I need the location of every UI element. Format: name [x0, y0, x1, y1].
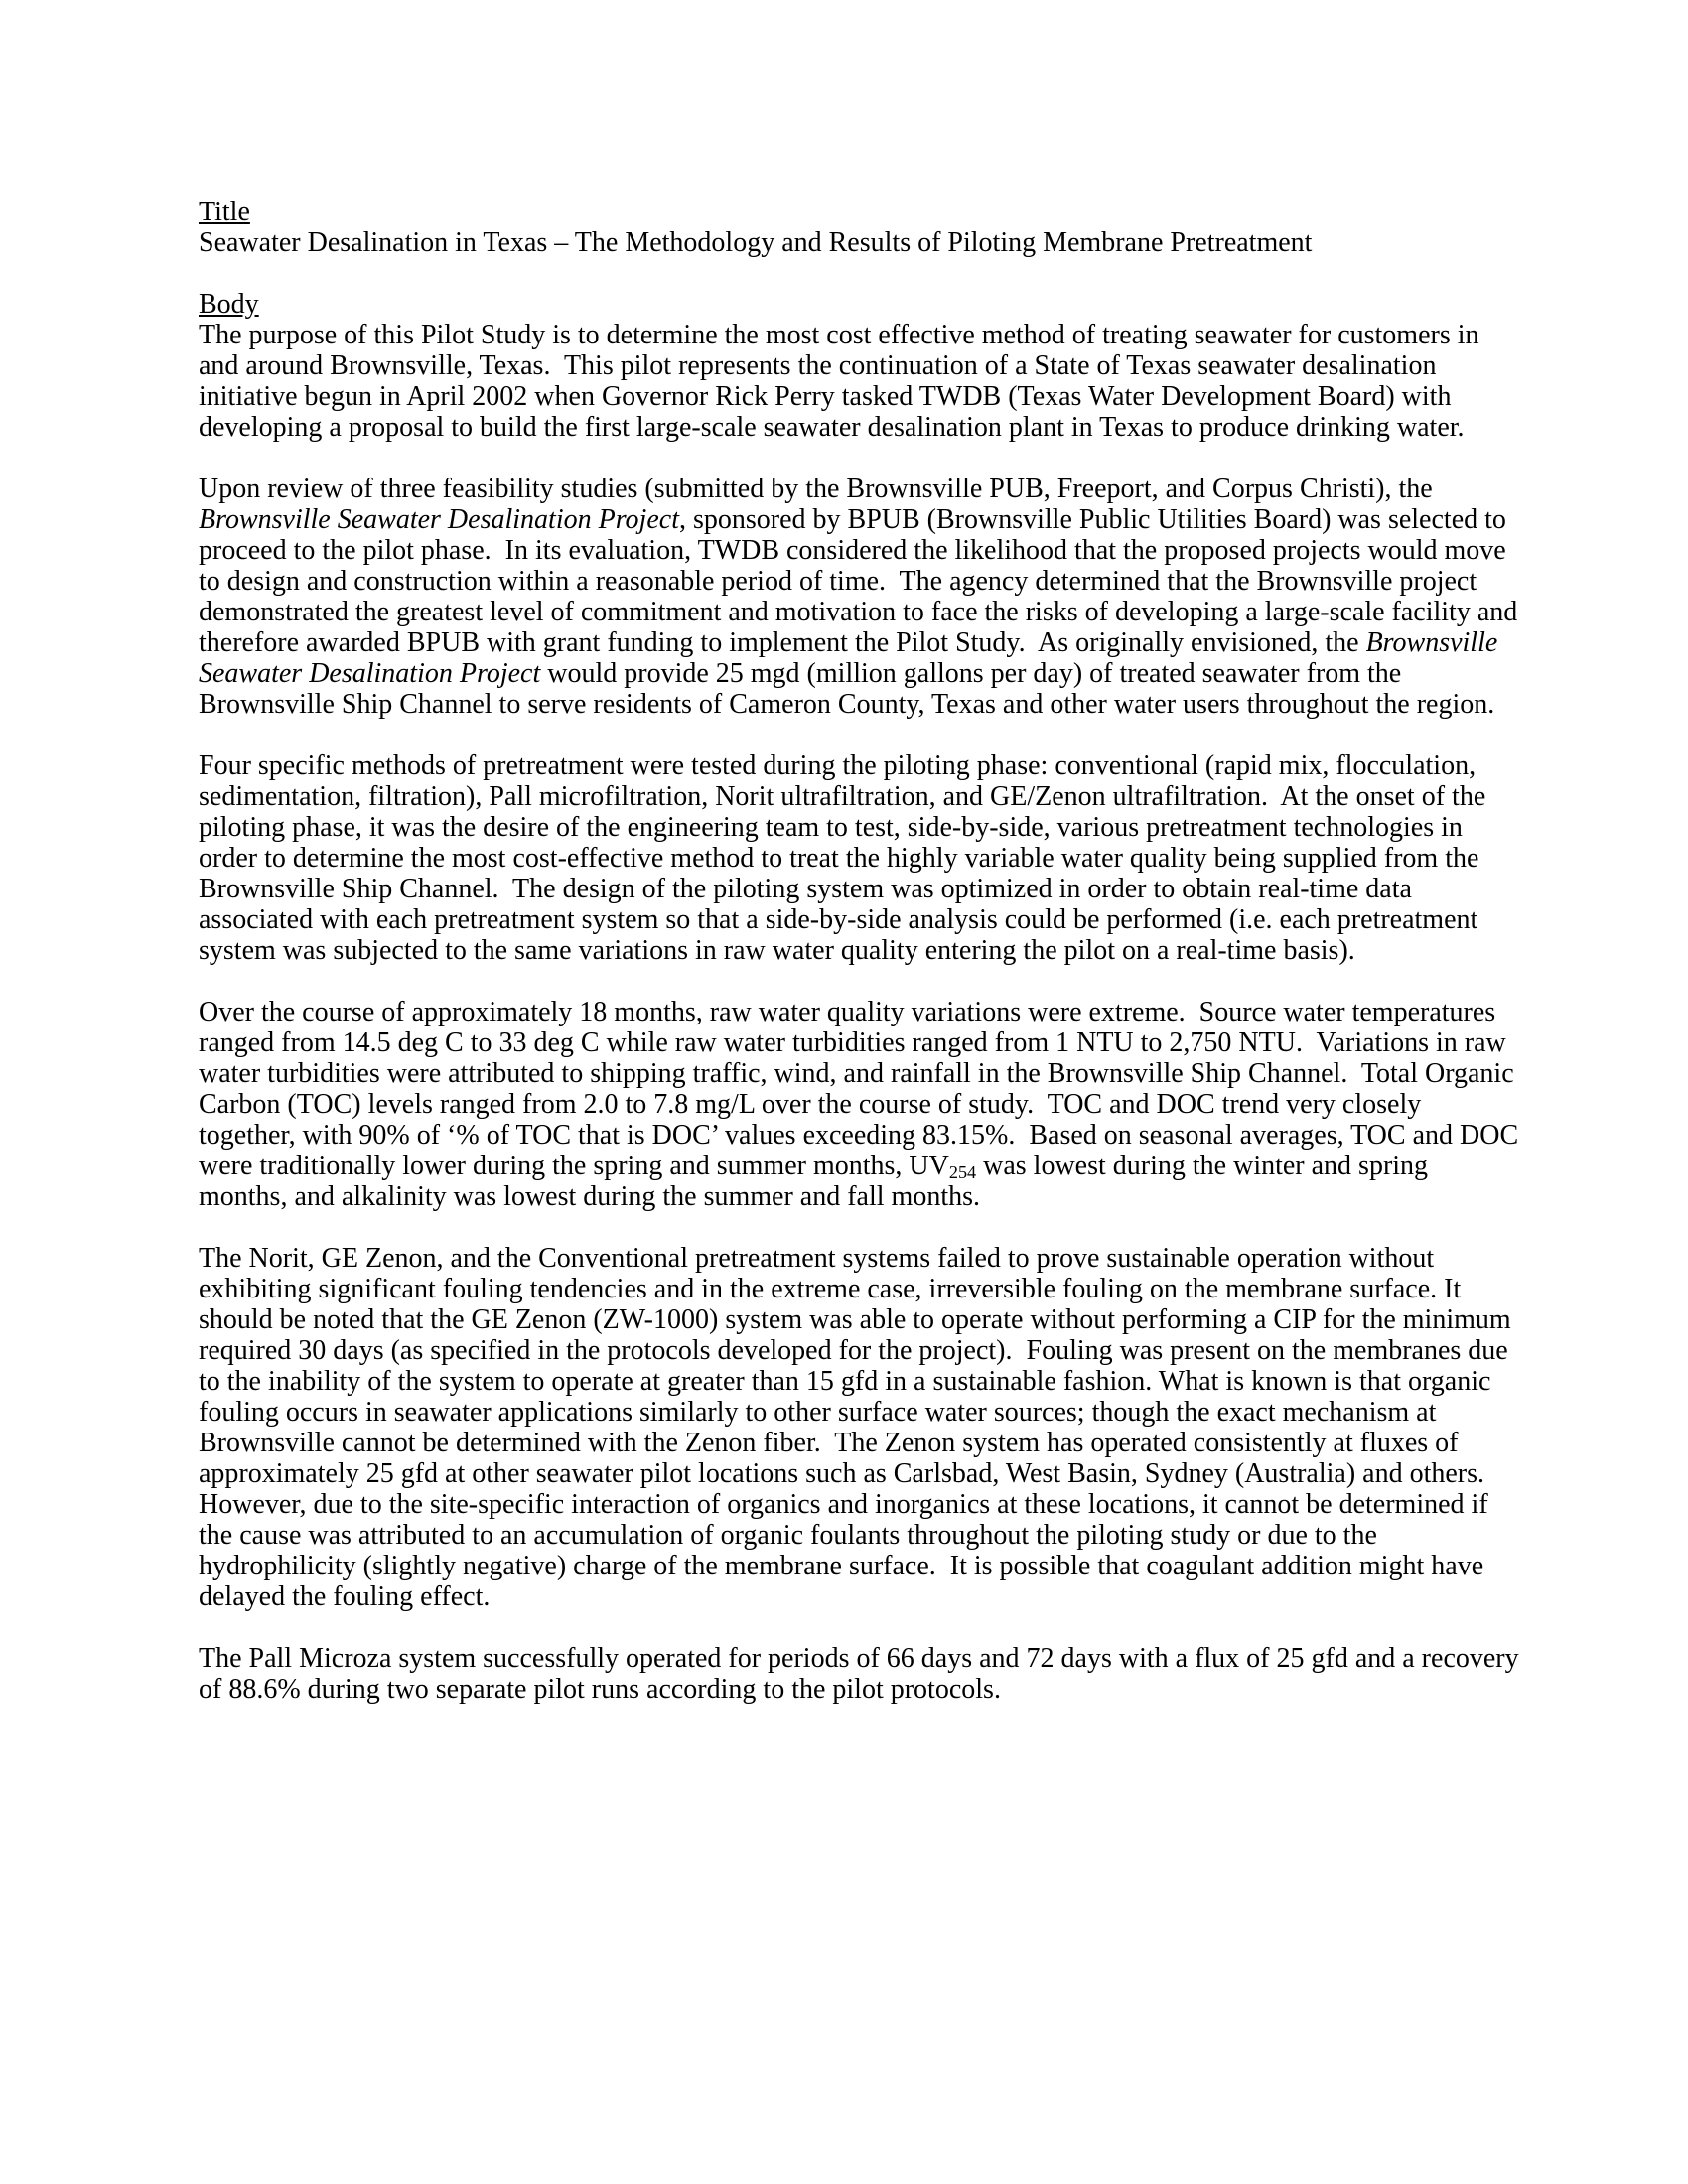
paragraph-3: Four specific methods of pretreatment were tested during the piloting phase: conventional (rapid mix, flocculation, sedimentation, filtration), Pall microfiltration, Norit ultrafiltration, and GE/Zenon ultrafiltration. At the onset of the piloting phase, it was the desire of the engineering team to test, side-by-side, various pretreatment technologies in order to determine the most cost-effective method to treat the highly variable water quality being supplied from the Brownsville Ship Channel. The design of the piloting system was optimized in order to obtain real-time data associated with each pretreatment system so that a side-by-side analysis could be performed (i.e. each pretreatment system was subjected to the same variations in raw water quality entering the pilot on a real-time basis).: [199, 751, 1493, 966]
paragraph-6: The Pall Microza system successfully operated for periods of 66 days and 72 days with a flux of 25 gfd and a recovery of 88.6% during two separate pilot runs according to the pilot protocols.: [199, 1643, 1526, 1705]
paragraph-2: Upon review of three feasibility studies (submitted by the Brownsville PUB, Freeport, and Corpus Christi), the Brownsville Seawater Desalination Project, sponsored by BPUB (Brownsville Public Utilities Board) was selected to proceed to the pilot phase. In its evaluation, TWDB considered the likelihood that the proposed projects would move to design and construction within a reasonable period of time. The agency determined that the Brownsville project demonstrated the greatest level of commitment and motivation to face the risks of developing a large-scale facility and therefore awarded BPUB with grant funding to implement the Pilot Study. As originally envisioned, the Brownsville Seawater Desalination Project would provide 25 mgd (million gallons per day) of treated seawater from the Brownsville Ship Channel to serve residents of Cameron County, Texas and other water users throughout the region.: [199, 474, 1525, 720]
paragraph-5: The Norit, GE Zenon, and the Conventional pretreatment systems failed to prove sustainable operation without exhibiting significant fouling tendencies and in the extreme case, irreversible fouling on the membrane surface. It should be noted that the GE Zenon (ZW-1000) system was able to operate without performing a CIP for the minimum required 30 days (as specified in the protocols developed for the project). Fouling was present on the membranes due to the inability of the system to operate at greater than 15 gfd in a sustainable fashion. What is known is that organic fouling occurs in seawater applications similarly to other surface water sources; though the exact mechanism at Brownsville cannot be determined with the Zenon fiber. The Zenon system has operated consistently at fluxes of approximately 25 gfd at other seawater pilot locations such as Carlsbad, West Basin, Sydney (Australia) and others. However, due to the site-specific interaction of organics and inorganics at these locations, it cannot be determined if the cause was attributed to an accumulation of organic foulants throughout the piloting study or due to the hydrophilicity (slightly negative) charge of the membrane surface. It is possible that coagulant addition might have delayed the fouling effect.: [199, 1243, 1518, 1612]
title-label-text: Title: [199, 197, 250, 227]
paragraph-1: The purpose of this Pilot Study is to determine the most cost effective method of treating seawater for customers in and around Brownsville, Texas. This pilot represents the continuation of a State of Texas seawater desalination initiative begun in April 2002 when Governor Rick Perry tasked TWDB (Texas Water Development Board) with developing a proposal to build the first large-scale seawater desalination plant in Texas to produce drinking water.: [199, 320, 1486, 443]
document-title: Seawater Desalination in Texas – The Methodology and Results of Piloting Membrane Pretreatment: [199, 227, 1313, 258]
body-label-text: Body: [199, 289, 259, 320]
title-label: [199, 197, 1519, 227]
paragraph-4: Over the course of approximately 18 months, raw water quality variations were extreme. Source water temperatures ranged from 14.5 deg C to 33 deg C while raw water turbidities ranged from 1 NTU to 2,750 NTU. Variations in raw water turbidities were attributed to shipping traffic, wind, and rainfall in the Brownsville Ship Channel. Total Organic Carbon (TOC) levels ranged from 2.0 to 7.8 mg/L over the course of study. TOC and DOC trend very closely together, with 90% of ‘% of TOC that is DOC’ values exceeding 83.15%. Based on seasonal averages, TOC and DOC were traditionally lower during the spring and summer months, $UV_{254}$ was lowest during the winter and spring months, and alkalinity was lowest during the summer and fall months.: [199, 997, 1526, 1212]
body-label: [199, 289, 1519, 320]
